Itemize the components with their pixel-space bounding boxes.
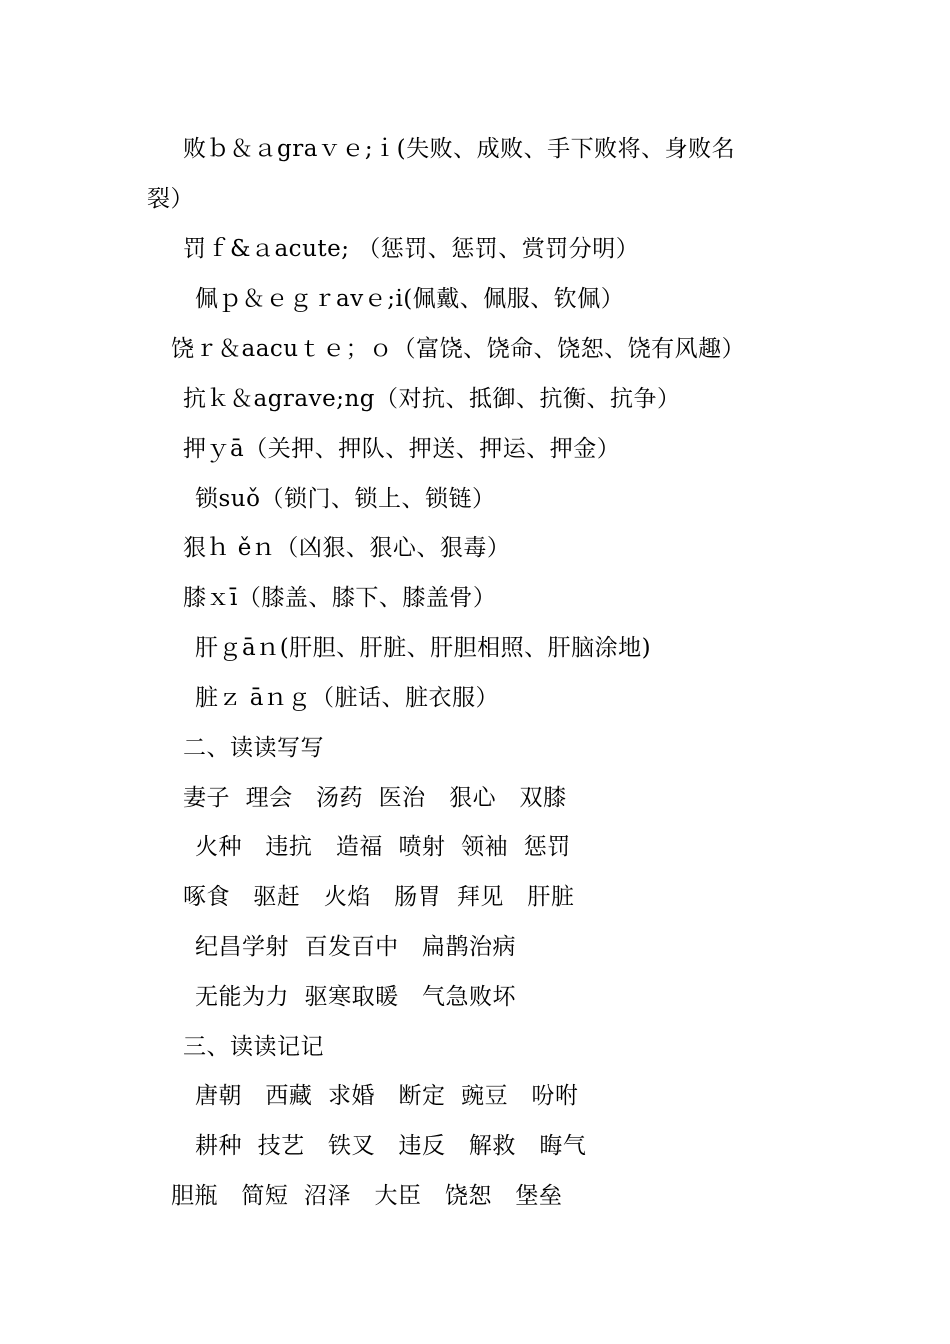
- section-heading-2: 二、读读写写: [183, 735, 324, 761]
- text-line-6: 抗ｋ＆agrave;ng（对抗、抵御、抗衡、抗争）: [183, 386, 681, 412]
- text-line-4: 佩ｐ＆ｅｇｒavｅ;i(佩戴、佩服、钦佩）: [195, 286, 625, 312]
- word-row-1: 妻子 理会 汤药 医治 狠心 双膝: [183, 785, 567, 811]
- word-row-5: 无能为力 驱寒取暖 气急败坏: [195, 984, 517, 1010]
- text-line-2: 裂）: [147, 186, 194, 212]
- word-row-2: 火种 违抗 造福 喷射 领袖 惩罚: [195, 834, 571, 860]
- word-row-4: 纪昌学射 百发百中 扁鹊治病: [195, 934, 517, 960]
- text-line-7: 押ｙā（关押、押队、押送、押运、押金）: [183, 436, 621, 462]
- text-line-9: 狠ｈ ěｎ（凶狠、狠心、狠毒）: [183, 535, 511, 561]
- text-line-1: 败ｂ＆ａgraｖｅ;ｉ(失败、成败、手下败将、身败名: [183, 136, 736, 162]
- word-row-6: 唐朝 西藏 求婚 断定 豌豆 吩咐: [195, 1083, 579, 1109]
- section-heading-3: 三、读读记记: [183, 1034, 324, 1060]
- word-row-8: 胆瓶 简短 沼泽 大臣 饶恕 堡垒: [171, 1183, 563, 1209]
- text-line-3: 罚ｆ&ａacute; （惩罚、惩罚、赏罚分明）: [183, 236, 640, 262]
- text-line-11: 肝ｇāｎ(肝胆、肝脏、肝胆相照、肝脑涂地): [195, 635, 652, 661]
- word-row-7: 耕种 技艺 铁叉 违反 解救 晦气: [195, 1133, 587, 1159]
- text-line-12: 脏ｚ āｎｇ（脏话、脏衣服）: [195, 685, 500, 711]
- text-line-5: 饶ｒ＆aacuｔｅ；ｏ（富饶、饶命、饶恕、饶有风趣）: [171, 336, 746, 362]
- word-row-3: 啄食 驱赶 火焰 肠胃 拜见 肝脏: [183, 884, 575, 910]
- text-line-8: 锁suǒ（锁门、锁上、锁链）: [195, 486, 496, 512]
- text-line-10: 膝ｘī（膝盖、膝下、膝盖骨）: [183, 585, 497, 611]
